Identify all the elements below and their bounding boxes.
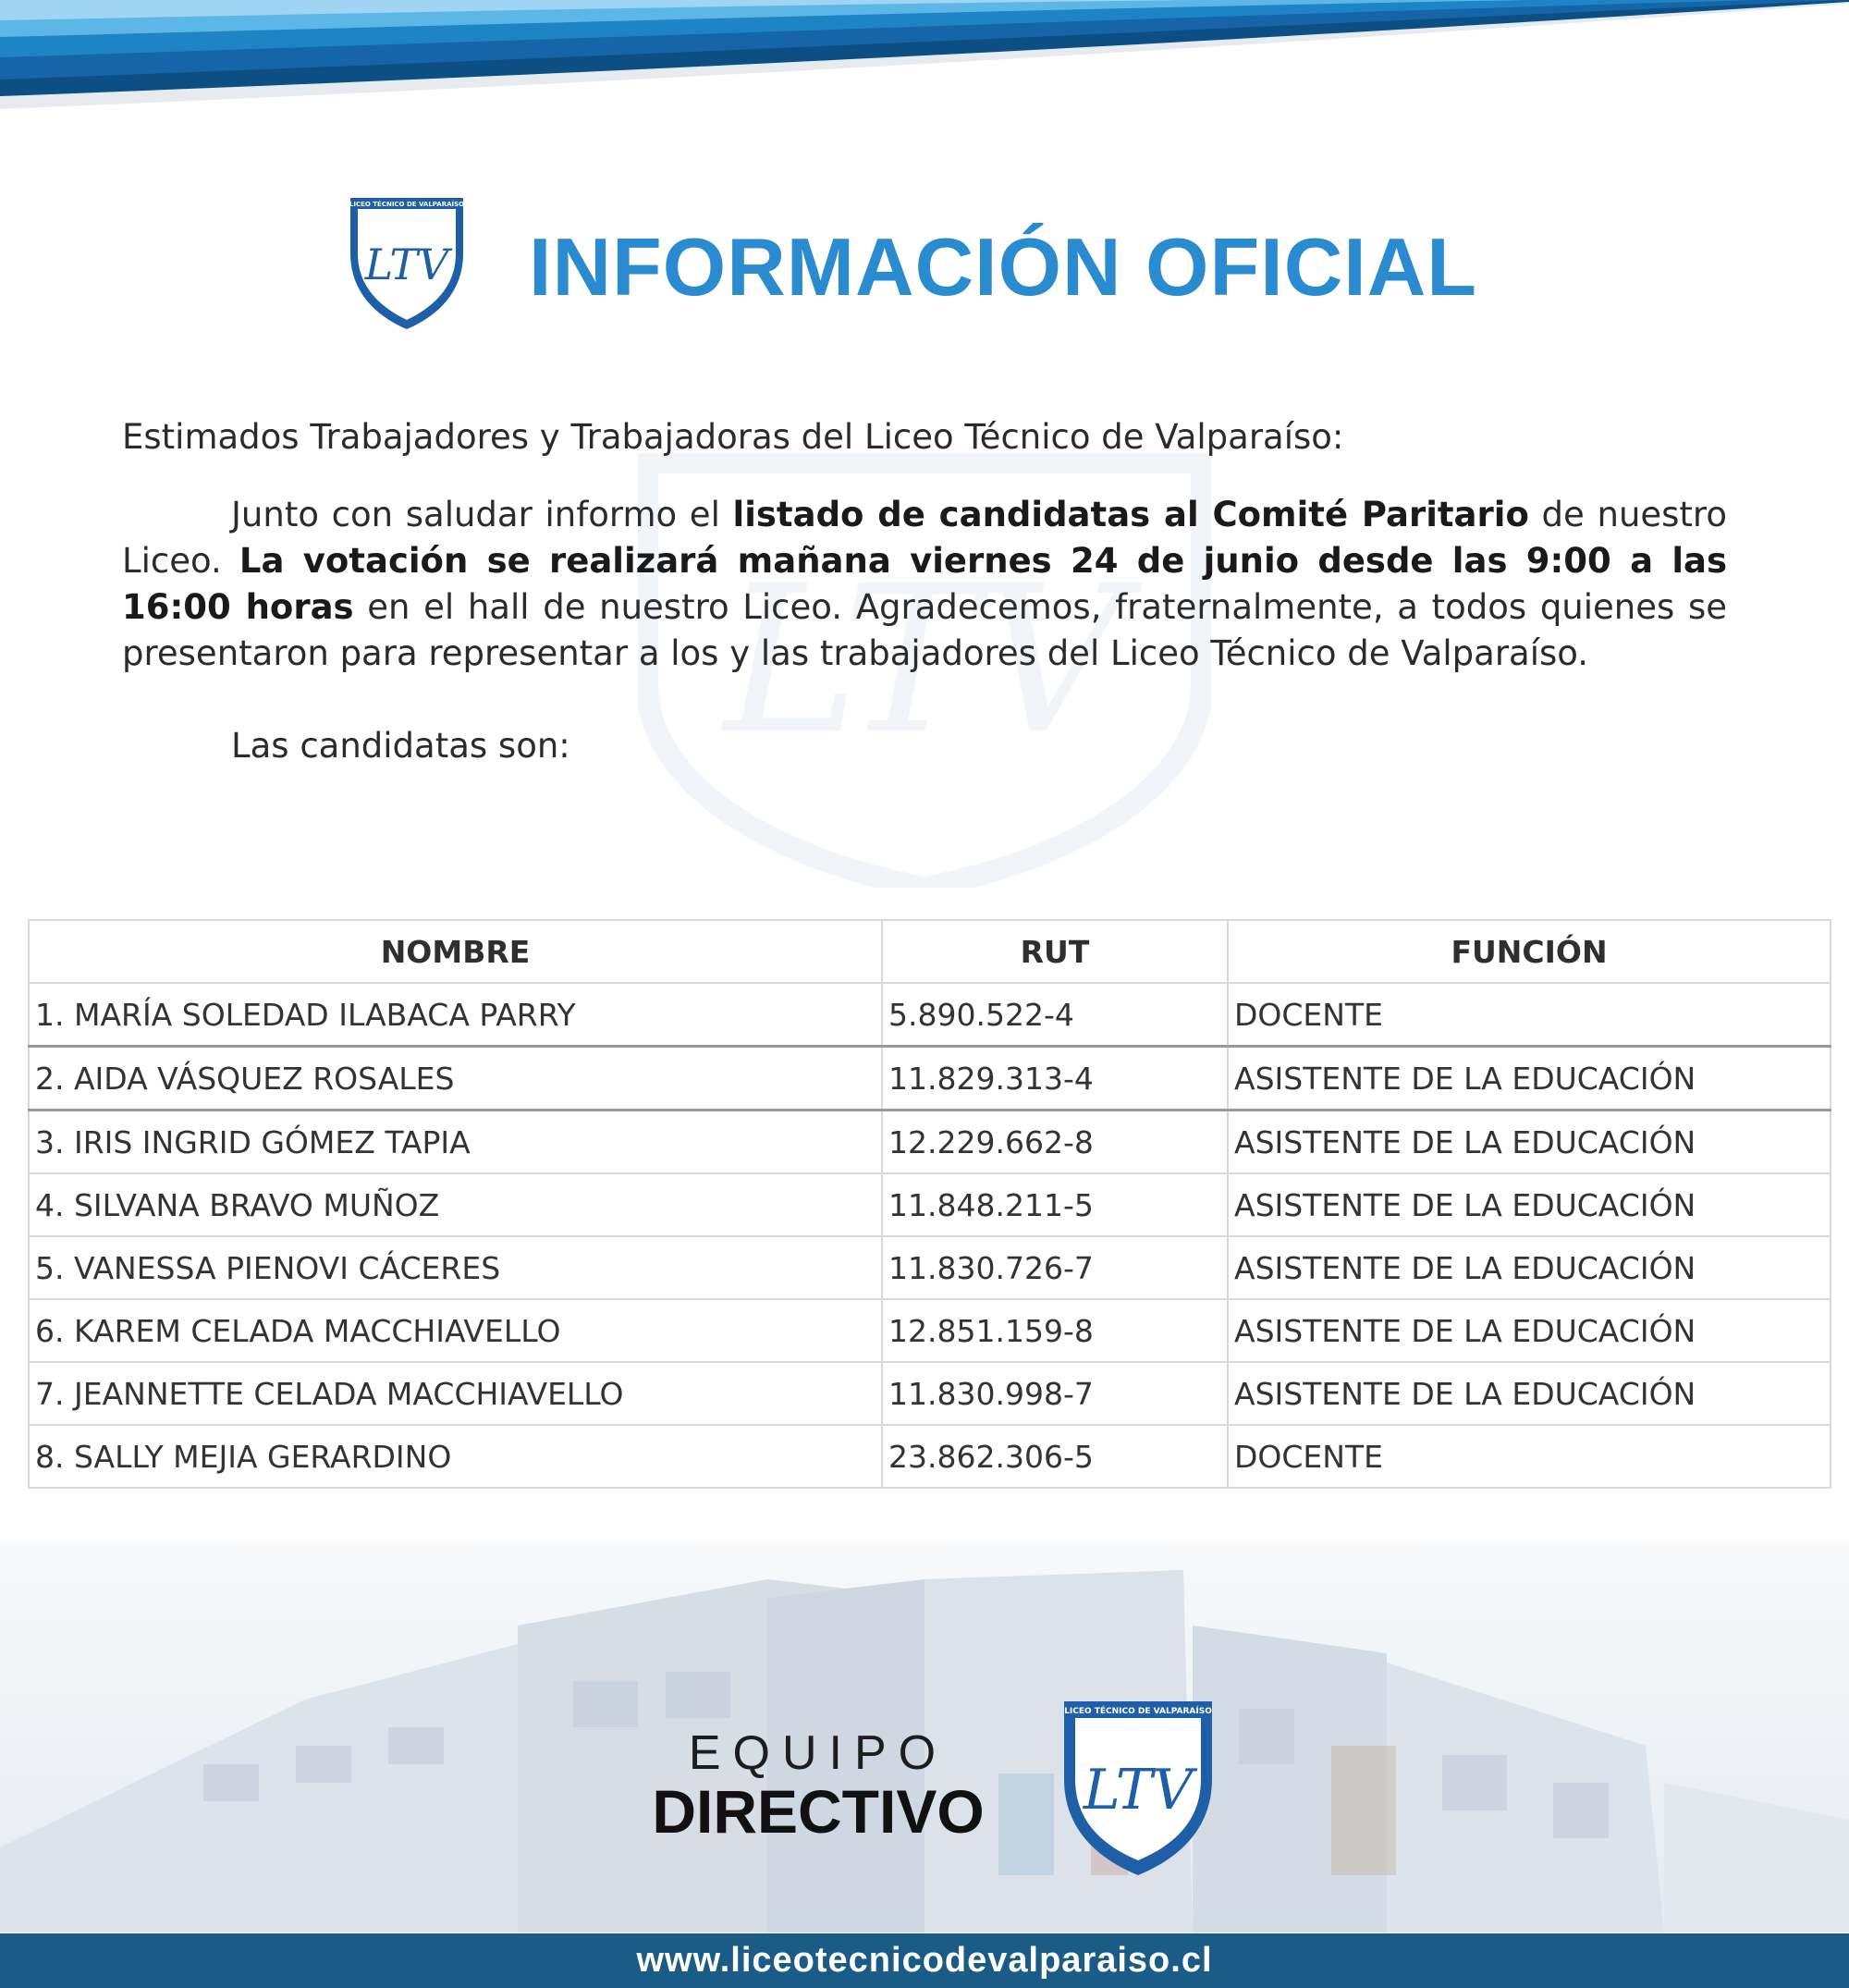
cell-function: ASISTENTE DE LA EDUCACIÓN [1228,1236,1831,1299]
table-row [29,1111,1831,1174]
cell-rut: 11.830.998-7 [882,1362,1228,1425]
letter-body [122,414,1727,769]
cell-rut: 12.851.159-8 [882,1299,1228,1362]
cell-rut: 11.829.313-4 [882,1047,1228,1111]
svg-text:LTV: LTV [1083,1758,1194,1822]
table-row [29,1173,1831,1236]
team-label-bottom: DIRECTIVO [652,1777,985,1846]
cell-rut: 12.229.662-8 [882,1111,1228,1174]
column-header-function: FUNCIÓN [1228,920,1831,983]
top-wave-banner [0,0,1849,139]
header [0,185,1849,342]
column-header-name: NOMBRE [29,920,882,983]
column-header-rut: RUT [882,920,1228,983]
svg-text:LTV: LTV [364,239,449,289]
voting-schedule-emphasis: La votación se realizará mañana viernes 24 de junio desde las 9:00 a las 16:00 horas [122,541,1727,627]
team-label-top: EQUIPO [688,1726,949,1780]
table-row [29,1047,1831,1111]
salutation: Estimados Trabajadores y Trabajadoras del Liceo Técnico de Valparaíso: [122,417,1344,457]
candidate-list-emphasis: listado de candidatas al Comité Paritario [732,495,1529,534]
cell-name: 5. VANESSA PIENOVI CÁCERES [29,1236,882,1299]
table-row [29,1299,1831,1362]
footer-crest-logo [1059,1694,1218,1879]
cell-function: ASISTENTE DE LA EDUCACIÓN [1228,1047,1831,1111]
svg-text:LICEO TÉCNICO DE VALPARAÍSO: LICEO TÉCNICO DE VALPARAÍSO [349,201,465,208]
cell-function: ASISTENTE DE LA EDUCACIÓN [1228,1299,1831,1362]
cell-rut: 5.890.522-4 [882,983,1228,1047]
cell-name: 2. AIDA VÁSQUEZ ROSALES [29,1047,882,1111]
cell-function: ASISTENTE DE LA EDUCACIÓN [1228,1111,1831,1174]
cell-name: 4. SILVANA BRAVO MUÑOZ [29,1173,882,1236]
candidates-intro: Las candidatas son: [231,726,570,766]
cell-function: ASISTENTE DE LA EDUCACIÓN [1228,1362,1831,1425]
announcement-paragraph: Junto con saludar informo el listado de candidatas al Comité Paritario de nuestro Liceo. La votación se realizará mañana viernes 24 de junio desde las 9:00 a las 16:00 horas en el hall de nuestro Liceo. Agradecemos, fraternalmente, a todos quienes se presentaron para representar a los y las trabajadores del Liceo Técnico de Valparaíso. [122,495,1728,673]
cell-name: 1. MARÍA SOLEDAD ILABACA PARRY [29,983,882,1047]
cell-rut: 11.830.726-7 [882,1236,1228,1299]
candidates-table-wrapper [28,919,1831,1489]
table-row [29,1236,1831,1299]
svg-text:LICEO TÉCNICO DE VALPARAÍSO: LICEO TÉCNICO DE VALPARAÍSO [1064,1707,1212,1716]
page-title: INFORMACIÓN OFICIAL [529,221,1478,313]
website-url[interactable]: www.liceotecnicodevalparaiso.cl [636,1941,1213,1980]
cell-function: DOCENTE [1228,1425,1831,1488]
table-row [29,1425,1831,1488]
table-row [29,1362,1831,1425]
cell-name: 3. IRIS INGRID GÓMEZ TAPIA [29,1111,882,1174]
cell-name: 6. KAREM CELADA MACCHIAVELLO [29,1299,882,1362]
cell-rut: 23.862.306-5 [882,1425,1228,1488]
table-row [29,983,1831,1047]
table-header-row [29,920,1831,983]
cell-rut: 11.848.211-5 [882,1173,1228,1236]
candidates-table [28,919,1831,1489]
cell-function: ASISTENTE DE LA EDUCACIÓN [1228,1173,1831,1236]
school-crest-logo [345,189,469,333]
footer-bar [0,1933,1849,1988]
svg-text:LTV: LTV [724,542,1125,779]
cell-name: 8. SALLY MEJIA GERARDINO [29,1425,882,1488]
cell-name: 7. JEANNETTE CELADA MACCHIAVELLO [29,1362,882,1425]
cell-function: DOCENTE [1228,983,1831,1047]
team-signature [652,1727,985,1844]
